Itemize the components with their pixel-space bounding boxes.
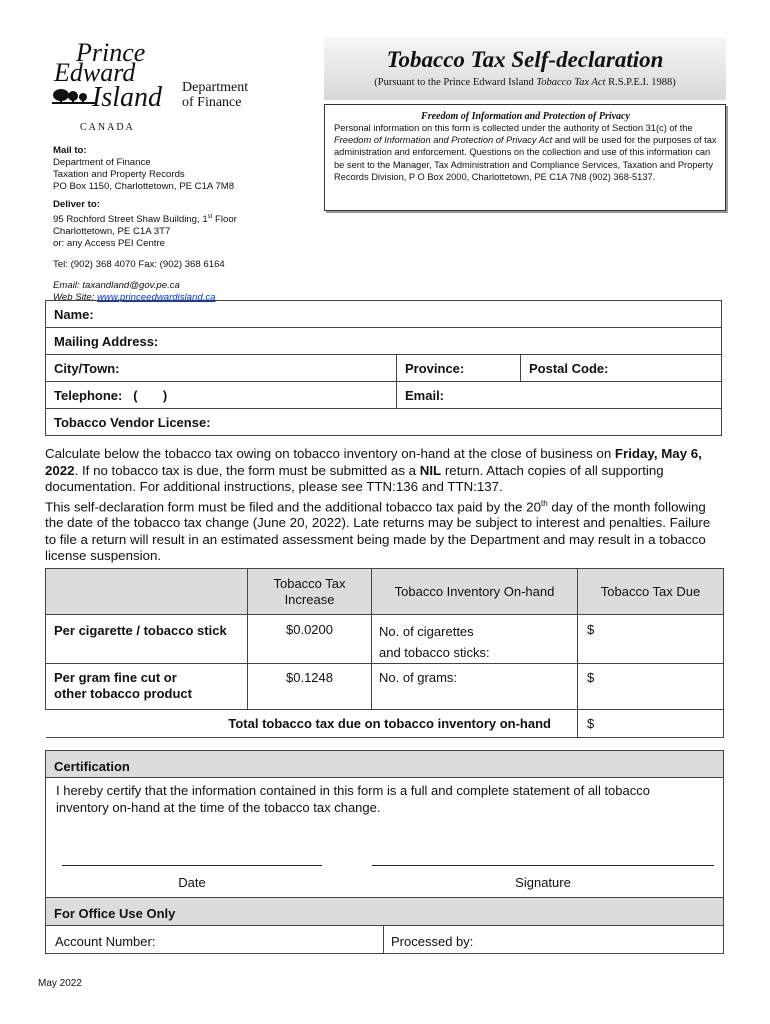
instructions <box>45 446 725 565</box>
signature-label: Signature <box>515 875 571 890</box>
deliver-line: Charlottetown, PE C1A 3T7 <box>53 226 171 238</box>
mail-line: Taxation and Property Records <box>53 169 185 180</box>
office-use-heading: For Office Use Only <box>46 897 723 925</box>
logo-canada: CANADA <box>80 122 135 133</box>
total-row <box>46 710 724 738</box>
telephone-field[interactable]: Telephone: ( ) <box>46 382 397 409</box>
date-line[interactable] <box>62 865 322 866</box>
logo-island: Island <box>92 82 162 113</box>
table-row <box>46 615 724 664</box>
total-tax-due-field[interactable]: $ <box>578 710 724 738</box>
pei-logo <box>48 40 178 135</box>
instructions-paragraph-2: This self-declaration form must be filed and the additional tobacco tax paid by the 20th day of the month following the date of the tobacco tax change (June 20, 2022). Late returns may be subject to interest and penalties. Failure to file a return will result in an estimated assessment being made by the Department and may result in a tobacco license suspension. <box>45 498 711 564</box>
footer-date: May 2022 <box>38 978 82 989</box>
tax-due-grams-field[interactable]: $ <box>578 664 724 710</box>
logo-prince: Prince <box>76 38 146 67</box>
contact-email: Email: taxandland@gov.pe.ca <box>53 280 180 292</box>
certification-text: I hereby certify that the information contained in this form is a full and complete statement of all tobacco inventory on-hand at the time of the tobacco tax change. <box>56 783 650 815</box>
tree-icon <box>52 88 96 106</box>
row-rate: $0.1248 <box>248 664 372 710</box>
table-row <box>46 664 724 710</box>
total-label: Total tobacco tax due on tobacco inventory on-hand <box>46 710 578 738</box>
tax-calculation-table <box>45 568 724 738</box>
city-field[interactable]: City/Town: <box>46 355 397 382</box>
inventory-cigarettes-field[interactable]: No. of cigarettes and tobacco sticks: <box>372 615 578 664</box>
deliver-line: 95 Rochford Street Shaw Building, 1st Floor <box>53 214 237 226</box>
date-label: Date <box>178 875 206 890</box>
form-subtitle: (Pursuant to the Prince Edward Island Tobacco Tax Act R.S.P.E.I. 1988) <box>374 77 676 88</box>
signature-line[interactable] <box>372 865 714 866</box>
phone-fax: Tel: (902) 368 4070 Fax: (902) 368 6164 <box>53 259 225 271</box>
postal-code-field[interactable]: Postal Code: <box>521 355 722 382</box>
deliver-to-heading: Deliver to: <box>53 199 100 210</box>
processed-by-field[interactable]: Processed by: <box>391 934 474 949</box>
account-number-field[interactable]: Account Number: <box>55 934 156 949</box>
row-rate: $0.0200 <box>248 615 372 664</box>
tax-due-cigarettes-field[interactable]: $ <box>578 615 724 664</box>
website: Web Site: www.princeedwardisland.ca <box>53 292 216 304</box>
certification-heading: Certification <box>46 751 723 778</box>
row-label: Per gram fine cut or other tobacco product <box>46 664 248 710</box>
mailing-address-field[interactable]: Mailing Address: <box>46 328 722 355</box>
certification-section <box>45 750 724 954</box>
title-banner <box>324 38 726 100</box>
mail-line: PO Box 1150, Charlottetown, PE C1A 7M8 <box>53 181 235 192</box>
office-use-row <box>46 925 723 954</box>
vendor-license-field[interactable]: Tobacco Vendor License: <box>46 409 722 436</box>
email-field[interactable]: Email: <box>397 382 722 409</box>
privacy-text: Personal information on this form is collected under the authority of Section 31(c) of the Freedom of Information and Protection of Privacy Act and will be used for the purposes of tax administration and enforcement. Questions on the collection and use of this information can be sent to the Manager, Tax Administration and Compliance Services, Taxation and Property Records Division, P O Box 2000, Charlottetown, PE C1A 7N8 (902) 368-5137. <box>334 123 717 182</box>
deliver-line: or: any Access PEI Centre <box>53 238 165 250</box>
header-tax-due: Tobacco Tax Due <box>578 569 724 615</box>
applicant-info-table <box>45 300 722 436</box>
instructions-paragraph-1: Calculate below the tobacco tax owing on tobacco inventory on-hand at the close of business on Friday, May 6, 2022. If no tobacco tax is due, the form must be submitted as a NIL return. Attach copies of all supporting documentation. For additional instructions, please see TTN:136 and TTN:137. <box>45 446 702 494</box>
row-label: Per cigarette / tobacco stick <box>46 615 248 664</box>
logo-edward: Edward <box>54 58 136 87</box>
address-block <box>53 145 313 304</box>
header-tax-increase: Tobacco Tax Increase <box>248 569 372 615</box>
mail-to-heading: Mail to: <box>53 145 87 156</box>
inventory-grams-field[interactable]: No. of grams: <box>372 664 578 710</box>
mail-line: Department of Finance <box>53 157 151 168</box>
privacy-heading: Freedom of Information and Protection of Privacy <box>421 111 630 122</box>
header-empty <box>46 569 248 615</box>
name-field[interactable]: Name: <box>46 301 722 328</box>
department-name: Department of Finance <box>182 80 249 110</box>
form-title: Tobacco Tax Self-declaration <box>386 47 664 72</box>
province-field[interactable]: Province: <box>397 355 521 382</box>
privacy-notice <box>324 104 726 211</box>
website-link[interactable]: www.princeedwardisland.ca <box>97 292 216 304</box>
header-inventory: Tobacco Inventory On-hand <box>372 569 578 615</box>
